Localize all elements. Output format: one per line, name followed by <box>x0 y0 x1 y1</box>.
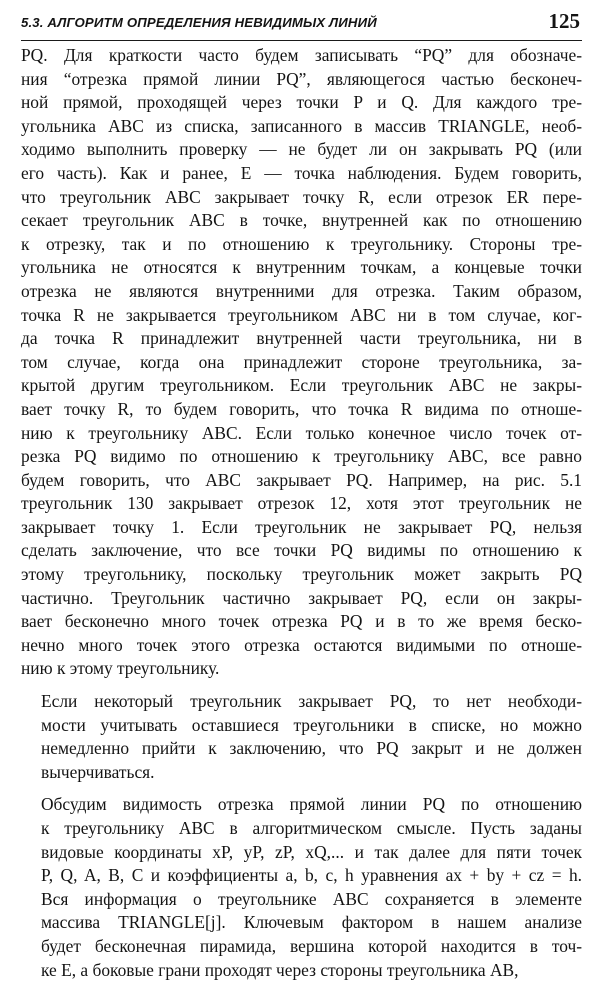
text-line: этому треугольнику, поскольку треугольник может закрыть PQ <box>21 564 582 585</box>
text-line: ния “отрезка прямой линии PQ”, являющегося частью бесконеч- <box>21 68 582 89</box>
text-line: угольника не относятся к внутренним точкам, а концевые точки <box>21 257 582 278</box>
body-text <box>21 44 582 982</box>
text-line: да точка R принадлежит внутренней части треугольника, ни в <box>21 328 582 349</box>
text-line: что треугольник ABC закрывает точку R, если отрезок ER пере- <box>21 186 582 207</box>
text-line: Обсудим видимость отрезка прямой линии PQ по отношению <box>41 794 582 815</box>
text-line: закрывает точку 1. Если треугольник не закрывает PQ, нельзя <box>21 516 582 537</box>
text-line: том случае, когда она принадлежит стороне треугольника, за- <box>21 351 582 372</box>
text-line: ной прямой, проходящей через точки P и Q. Для каждого тре- <box>21 92 582 113</box>
paragraph-1 <box>21 44 582 681</box>
text-line: мости учитывать оставшиеся треугольники в списке, но можно <box>41 714 582 735</box>
paragraph-3 <box>21 793 582 982</box>
page-number: 125 <box>548 9 580 33</box>
text-line: немедленно прийти к заключению, что PQ закрыт и не должен <box>41 738 582 759</box>
text-line: сделать заключение, что все точки PQ видимы по отношению к <box>21 540 582 561</box>
text-line: ходимо выполнить проверку — не будет ли он закрывать PQ (или <box>21 139 582 160</box>
text-line: к треугольнику ABC в алгоритмическом смысле. Пусть заданы <box>41 818 582 838</box>
section-title: 5.3. АЛГОРИТМ ОПРЕДЕЛЕНИЯ НЕВИДИМЫХ ЛИНИЙ <box>21 15 377 30</box>
text-line: отрезка не являются внутренними для отрезка. Таким образом, <box>21 280 582 301</box>
text-line: PQ. Для краткости часто будем записывать “PQ” для обозначе- <box>21 45 582 65</box>
text-line: крытой другим треугольником. Если треугольник ABC не закры- <box>21 375 582 396</box>
text-line: частично. Треугольник частично закрывает PQ, если он закры- <box>21 587 582 608</box>
text-line: нию к этому треугольнику. <box>21 658 220 679</box>
text-line: угольника ABC из списка, записанного в массив TRIANGLE, необ- <box>21 115 582 136</box>
text-line: P, Q, A, B, C и коэффициенты a, b, c, h уравнения ax + by + cz = h. <box>41 865 582 886</box>
text-line: треугольник 130 закрывает отрезок 12, хотя этот треугольник не <box>21 493 582 514</box>
text-line: видовые координаты xP, yP, zP, xQ,... и так далее для пяти точек <box>41 841 582 862</box>
text-line: будем говорить, что ABC закрывает PQ. Например, на рис. 5.1 <box>21 469 582 490</box>
text-line: нию к треугольнику ABC. Если только конечное число точек от- <box>21 422 582 443</box>
text-line: вает бесконечно много точек отрезка PQ и в то же время беско- <box>21 611 582 632</box>
text-line: к отрезку, так и по отношению к треугольнику. Стороны тре- <box>21 233 582 254</box>
text-line: вает точку R, то будем говорить, что точка R видима по отноше- <box>21 398 582 419</box>
text-line: его часть). Как и ранее, E — точка наблюдения. Будем говорить, <box>21 162 582 183</box>
text-line: резка PQ видимо по отношению к треугольнику ABC, все равно <box>21 446 582 467</box>
text-line: массива TRIANGLE[j]. Ключевым фактором в нашем анализе <box>41 912 582 933</box>
text-line: Если некоторый треугольник закрывает PQ, то нет необходи- <box>41 691 582 712</box>
text-line: точка R не закрывается треугольником ABC ни в том случае, ког- <box>21 304 582 325</box>
paragraph-2 <box>21 690 582 784</box>
text-line: нечно много точек этого отрезка остаются видимыми по отноше- <box>21 634 582 655</box>
text-line: ке E, а боковые грани проходят через стороны треугольника AB, <box>41 959 519 980</box>
text-line: вычерчиваться. <box>41 761 155 782</box>
text-line: секает треугольник ABC в точке, внутренней как по отношению <box>21 210 582 231</box>
text-line: будет бесконечная пирамида, вершина которой находится в точ- <box>41 935 582 956</box>
running-header <box>21 0 582 41</box>
text-line: Вся информация о треугольнике ABC сохраняется в элементе <box>41 888 582 909</box>
